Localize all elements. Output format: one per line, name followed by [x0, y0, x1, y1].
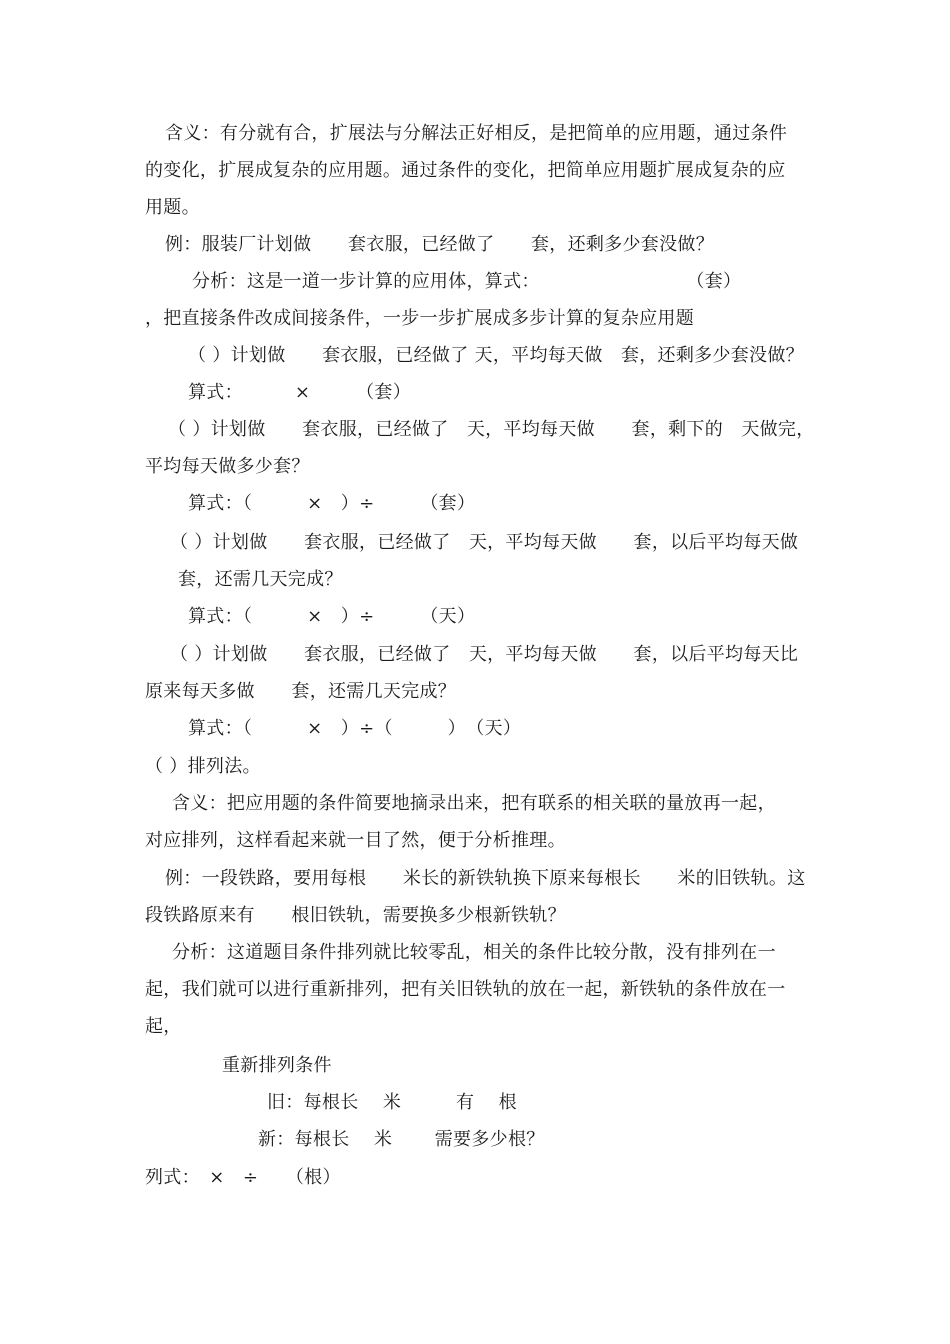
text-line: 套，还需几天完成？: [178, 569, 343, 590]
text-line: 算式： × （套）: [188, 382, 412, 403]
text-line: 例：服装厂计划做 套衣服，已经做了 套，还剩多少套没做？: [165, 234, 714, 255]
text-line: 分析：这是一道一步计算的应用体，算式： （套）: [192, 271, 742, 292]
text-line: 起，我们就可以进行重新排列，把有关旧铁轨的放在一起，新铁轨的条件放在一: [145, 979, 786, 1000]
text-line: 列式： × ÷ （根）: [145, 1167, 341, 1188]
text-line: 重新排列条件: [222, 1055, 332, 1076]
text-line: 含义：有分就有合，扩展法与分解法正好相反，是把简单的应用题，通过条件: [165, 123, 788, 144]
text-line: 算式：（ × ）÷ （套）: [188, 493, 476, 514]
text-line: 原来每天多做 套，还需几天完成？: [145, 681, 457, 702]
text-line: 平均每天做多少套？: [145, 456, 310, 477]
text-line: 含义：把应用题的条件简要地摘录出来，把有联系的相关联的量放再一起，: [172, 793, 776, 814]
text-line: 算式：（ × ）÷（ ） （天）: [188, 718, 522, 739]
text-line: （ ）排列法。: [145, 756, 261, 777]
text-line: ，把直接条件改成间接条件，一步一步扩展成多步计算的复杂应用题: [145, 308, 694, 329]
text-line: （ ）计划做 套衣服，已经做了 天，平均每天做 套，剩下的 天做完，: [168, 419, 815, 440]
text-line: 新：每根长 米 需要多少根？: [258, 1129, 545, 1150]
text-line: （ ）计划做 套衣服，已经做了 天，平均每天做 套，以后平均每天比: [170, 644, 799, 665]
text-line: 的变化，扩展成复杂的应用题。通过条件的变化，把简单应用题扩展成复杂的应: [145, 160, 786, 181]
text-line: 分析：这道题目条件排列就比较零乱，相关的条件比较分散，没有排列在一: [172, 942, 776, 963]
text-line: 算式：（ × ）÷ （天）: [188, 606, 476, 627]
text-line: 段铁路原来有 根旧铁轨，需要换多少根新铁轨？: [145, 905, 566, 926]
text-line: 起，: [145, 1016, 182, 1037]
text-line: 对应排列，这样看起来就一目了然，便于分析推理。: [145, 830, 566, 851]
text-line: 旧：每根长 米 有 根: [267, 1092, 517, 1113]
text-line: 用题。: [145, 197, 200, 218]
text-line: （ ）计划做 套衣服，已经做了 天，平均每天做 套，还剩多少套没做？: [188, 345, 804, 366]
text-line: 例：一段铁路，要用每根 米长的新铁轨换下原来每根长 米的旧铁轨。这: [165, 868, 806, 889]
text-line: （ ）计划做 套衣服，已经做了 天，平均每天做 套，以后平均每天做: [170, 532, 799, 553]
